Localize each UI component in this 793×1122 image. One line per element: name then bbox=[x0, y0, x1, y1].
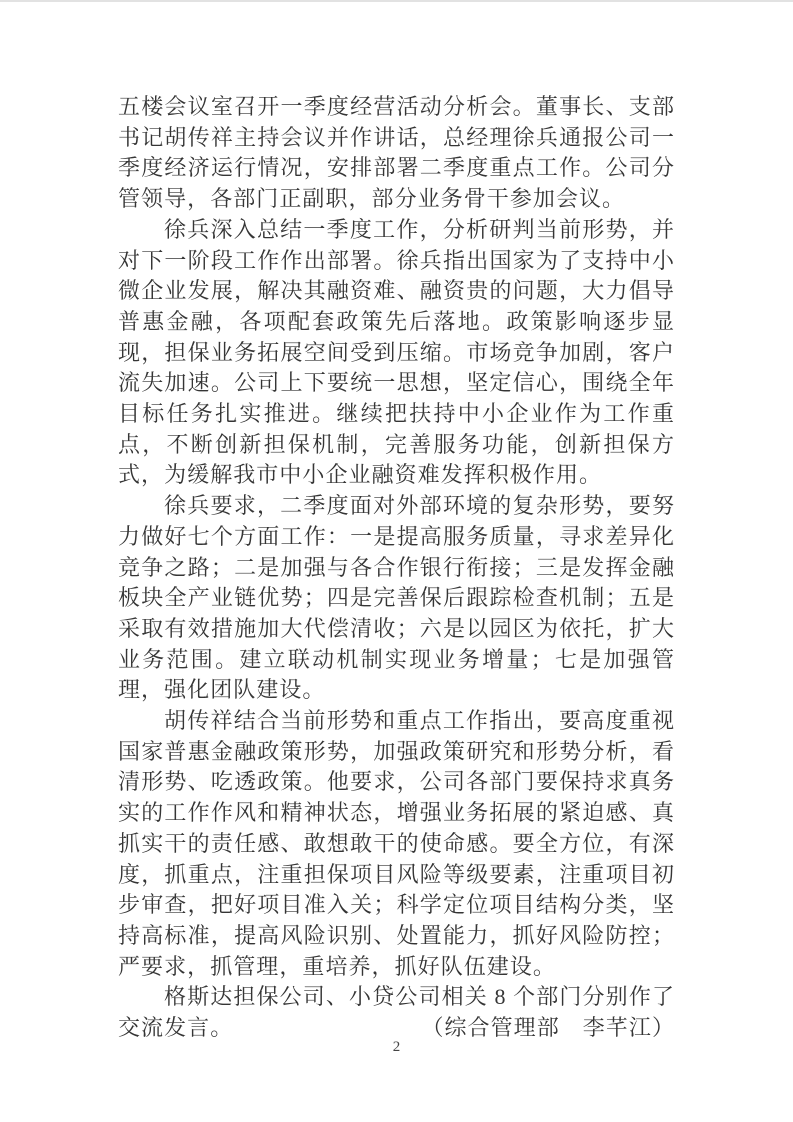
byline-signature: （综合管理部 李芊江） bbox=[421, 1015, 675, 1041]
paragraph-5 bbox=[118, 982, 675, 1043]
paragraph-5-text: 格斯达担保公司、小贷公司相关 8 个部门分别作了交流发言。 bbox=[118, 984, 675, 1041]
paragraph-4: 胡传祥结合当前形势和重点工作指出，要高度重视国家普惠金融政策形势，加强政策研究和形势分析，看清形势、吃透政策。他要求，公司各部门要保持求真务实的工作作风和精神状态，增强业务拓展的紧迫感、真抓实干的责任感、敢想敢干的使命感。要全方位，有深度，抓重点，注重担保项目风险等级要素，注重项目初步审查，把好项目准入关；科学定位项目结构分类，坚持高标准，提高风险识别、处置能力，抓好风险防控；严要求，抓管理，重培养，抓好队伍建设。 bbox=[118, 708, 675, 979]
paragraph-2: 徐兵深入总结一季度工作，分析研判当前形势，并对下一阶段工作作出部署。徐兵指出国家为了支持中小微企业发展，解决其融资难、融资贵的问题，大力倡导普惠金融，各项配套政策先后落地。政策影响逐步显现，担保业务拓展空间受到压缩。市场竞争加剧，客户流失加速。公司上下要统一思想，坚定信心，围绕全年目标任务扎实推进。继续把扶持中小企业作为工作重点，不断创新担保机制，完善服务功能，创新担保方式，为缓解我市中小企业融资难发挥积极作用。 bbox=[118, 216, 675, 488]
paragraph-3: 徐兵要求，二季度面对外部环境的复杂形势，要努力做好七个方面工作：一是提高服务质量，寻求差异化竞争之路；二是加强与各合作银行衔接；三是发挥金融板块全产业链优势；四是完善保后跟踪检查机制；五是采取有效措施加大代偿清收；六是以园区为依托，扩大业务范围。建立联动机制实现业务增量；七是加强管理，强化团队建设。 bbox=[118, 493, 675, 703]
page-number: 2 bbox=[392, 1039, 401, 1055]
page-footer bbox=[0, 1038, 793, 1056]
paragraph-1: 五楼会议室召开一季度经营活动分析会。董事长、支部书记胡传祥主持会议并作讲话，总经理徐兵通报公司一季度经济运行情况，安排部署二季度重点工作。公司分管领导，各部门正副职，部分业务骨干参加会议。 bbox=[118, 94, 675, 212]
document-body bbox=[118, 92, 675, 1044]
